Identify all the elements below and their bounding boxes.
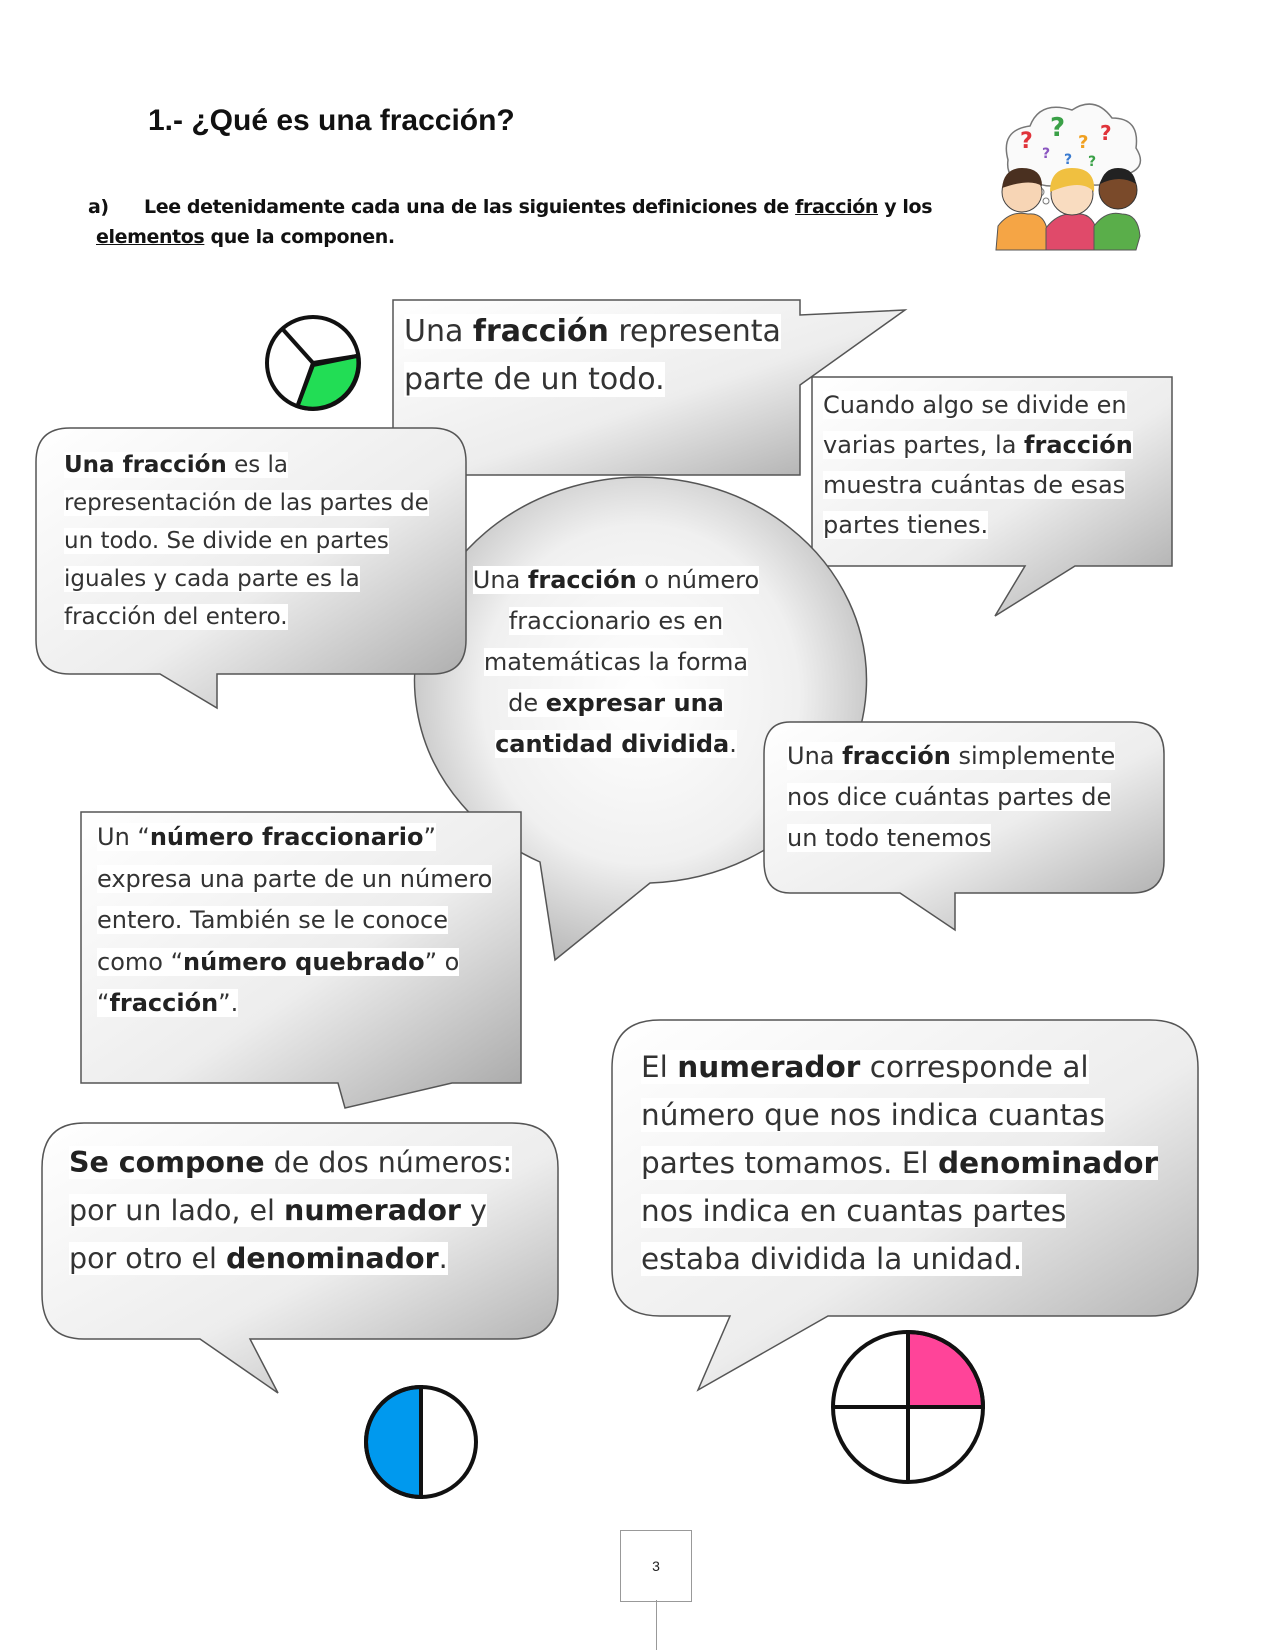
instruction-underlined-elementos: elementos [96,226,205,248]
bubble-8-text: corresponde al número que nos indica cuantas partes tomamos. El [641,1050,1105,1180]
bubble-6-text: Un “ [97,823,150,851]
instruction-underlined-fraccion: fracción [795,196,879,218]
bubble-7-bold: Se compone [69,1146,265,1179]
bubble-4-text: Una [472,566,528,594]
fraction-circle-halves-shaded-sector [366,1387,421,1497]
bubble-4-text: o número fraccionario es en matemáticas la forma de [483,566,760,717]
fraction-circle-halves [366,1387,476,1497]
bubble-6-text: ”. [218,989,239,1017]
bubble-2-text: Cuando algo se divide en varias partes, la [823,391,1127,459]
bubble-2-text: muestra cuántas de esas partes tienes. [823,471,1126,539]
svg-text:?: ? [1088,154,1097,170]
bubble-6-bold: número fraccionario [149,823,424,851]
svg-text:?: ? [1064,152,1073,168]
bubble-8-bold: denominador [937,1146,1159,1180]
fraction-circle-thirds [267,317,359,409]
page-number-connector-line [656,1600,657,1650]
instruction-text-part: Lee detenidamente cada una de las siguientes definiciones de [144,196,796,218]
bubble-4-bold: fracción [527,566,637,594]
svg-text:?: ? [1042,146,1051,162]
svg-text:?: ? [1100,121,1112,145]
definition-bubble-2 [823,385,1161,545]
bubble-7-bold: denominador [226,1242,439,1275]
bubble-7-bold: numerador [284,1194,461,1227]
definition-bubble-6 [97,817,497,1025]
bubble-6-bold: fracción [109,989,219,1017]
bubble-5-bold: fracción [842,742,951,770]
bubble-1-bold: fracción [472,314,609,349]
page-number-box [620,1530,692,1602]
definition-bubble-4 [466,560,766,765]
bubble-8-text: nos indica en cuantas partes estaba dividida la unidad. [641,1194,1067,1276]
children-with-question-marks-illustration [996,104,1140,250]
instruction-text-part: y los [878,196,933,218]
svg-text:?: ? [1078,132,1089,153]
fraction-circle-quarters [833,1332,983,1482]
bubble-6-bold: número quebrado [183,947,425,976]
definition-bubble-5 [787,736,1137,859]
bubble-2-bold: fracción [1024,431,1133,459]
bubble-1-text: representa parte de un todo. [404,314,781,397]
bubble-7-text: y por otro el [69,1194,487,1275]
bubble-3-bold: Una fracción [64,452,227,478]
bubble-4-text: . [729,730,737,758]
instruction-text-part: que la componen. [204,226,395,248]
page-title: 1.- ¿Qué es una fracción? [148,104,515,137]
bubble-7-text: . [438,1242,448,1275]
bubble-8-bold: numerador [677,1050,861,1084]
bubble-5-text: simplemente nos dice cuántas partes de un todo tenemos [787,742,1116,852]
definition-bubble-1 [404,308,784,404]
bubble-7-text: de dos números: por un lado, el [69,1146,513,1227]
bubble-1-text: Una [404,314,473,349]
bubble-8-text: El [641,1050,678,1084]
svg-text:?: ? [1050,113,1066,143]
bubble-6-text: ” o “ [97,947,460,1017]
instruction-text [88,192,948,252]
page-number: 3 [652,1558,660,1574]
definition-bubble-3 [64,446,449,636]
svg-text:?: ? [1020,129,1033,154]
definition-bubble-7 [69,1139,539,1283]
bubble-3-text: es la representación de las partes de un todo. Se divide en partes iguales y cada parte es la fracción del entero. [64,452,429,630]
bubble-5-text: Una [787,742,843,770]
bubble-6-text: ” expresa una parte de un número entero. También se le conoce como “ [97,823,493,976]
bubble-4-bold: expresar una cantidad dividida [495,689,730,758]
definition-bubble-8 [641,1043,1171,1283]
instruction-label: a) [88,196,109,218]
